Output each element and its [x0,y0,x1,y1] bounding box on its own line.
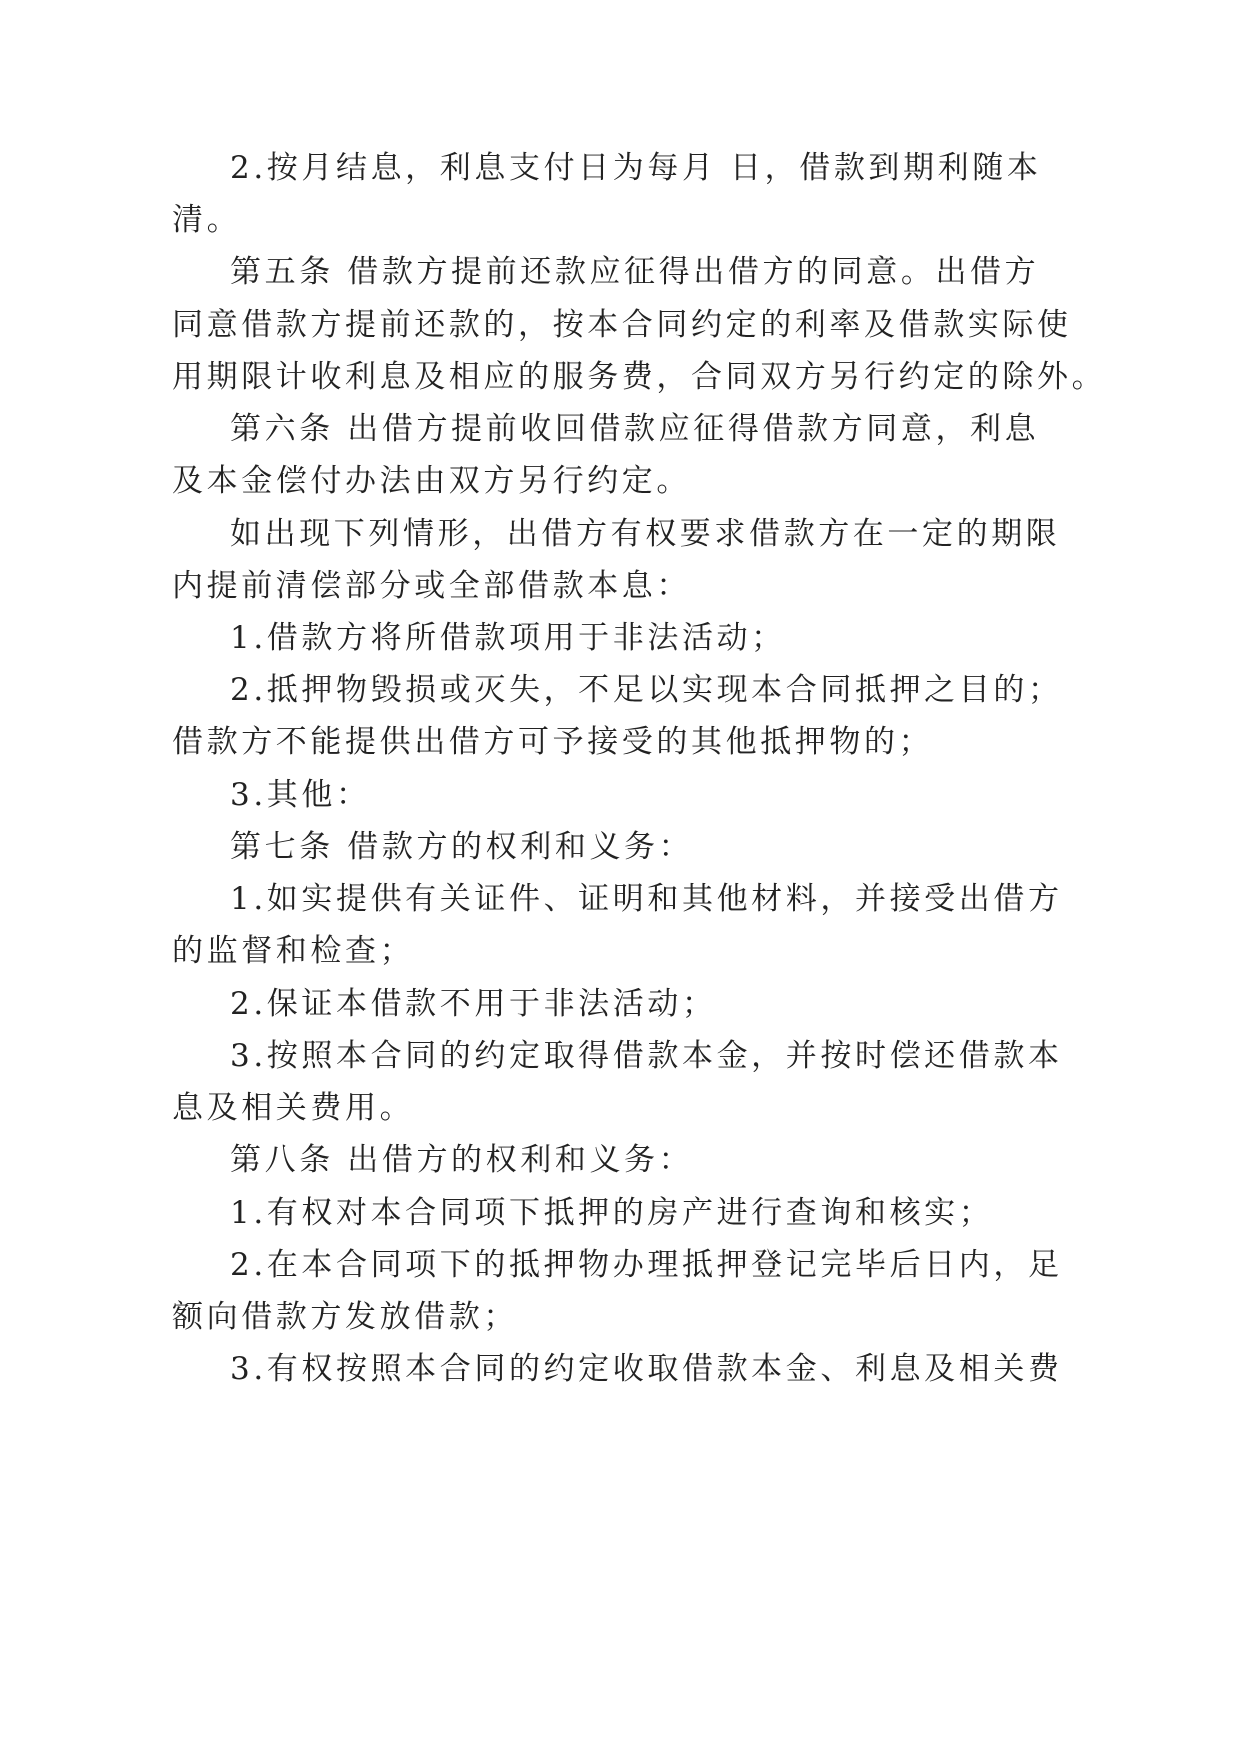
text-line: 第八条 出借方的权利和义务： [230,1142,694,1178]
text-line: 的监督和检查； [172,933,415,969]
text-line: 第七条 借款方的权利和义务： [230,829,694,865]
text-line: 3.有权按照本合同的约定收取借款本金、利息及相关费 [230,1351,1063,1387]
text-line: 1.借款方将所借款项用于非法活动； [230,620,786,656]
text-line: 3.其他： [230,777,371,813]
text-line: 第五条 借款方提前还款应征得出借方的同意。出借方 [230,254,1040,290]
text-line: 如出现下列情形，出借方有权要求借款方在一定的期限 [230,516,1061,552]
text-line: 3.按照本合同的约定取得借款本金，并按时偿还借款本 [230,1038,1063,1074]
text-line: 额向借款方发放借款； [172,1299,518,1335]
text-line: 第六条 出借方提前收回借款应征得借款方同意，利息 [230,411,1040,447]
text-line: 清。 [172,202,242,238]
text-line: 用期限计收利息及相应的服务费，合同双方另行约定的除外。 [172,359,1107,395]
text-line: 及本金偿付办法由双方另行约定。 [172,463,691,499]
text-line: 2.抵押物毁损或灭失，不足以实现本合同抵押之目的； [230,672,1063,708]
text-line: 2.在本合同项下的抵押物办理抵押登记完毕后日内，足 [230,1247,1063,1283]
text-line: 2.按月结息，利息支付日为每月 日，借款到期利随本 [230,150,1042,186]
text-line: 1.如实提供有关证件、证明和其他材料，并接受出借方 [230,881,1063,917]
text-line: 息及相关费用。 [172,1090,415,1126]
text-line: 同意借款方提前还款的，按本合同约定的利率及借款实际使 [172,307,1072,343]
text-line: 借款方不能提供出借方可予接受的其他抵押物的； [172,724,934,760]
text-line: 1.有权对本合同项下抵押的房产进行查询和核实； [230,1195,994,1231]
text-line: 内提前清偿部分或全部借款本息： [172,568,691,604]
text-line: 2.保证本借款不用于非法活动； [230,986,717,1022]
